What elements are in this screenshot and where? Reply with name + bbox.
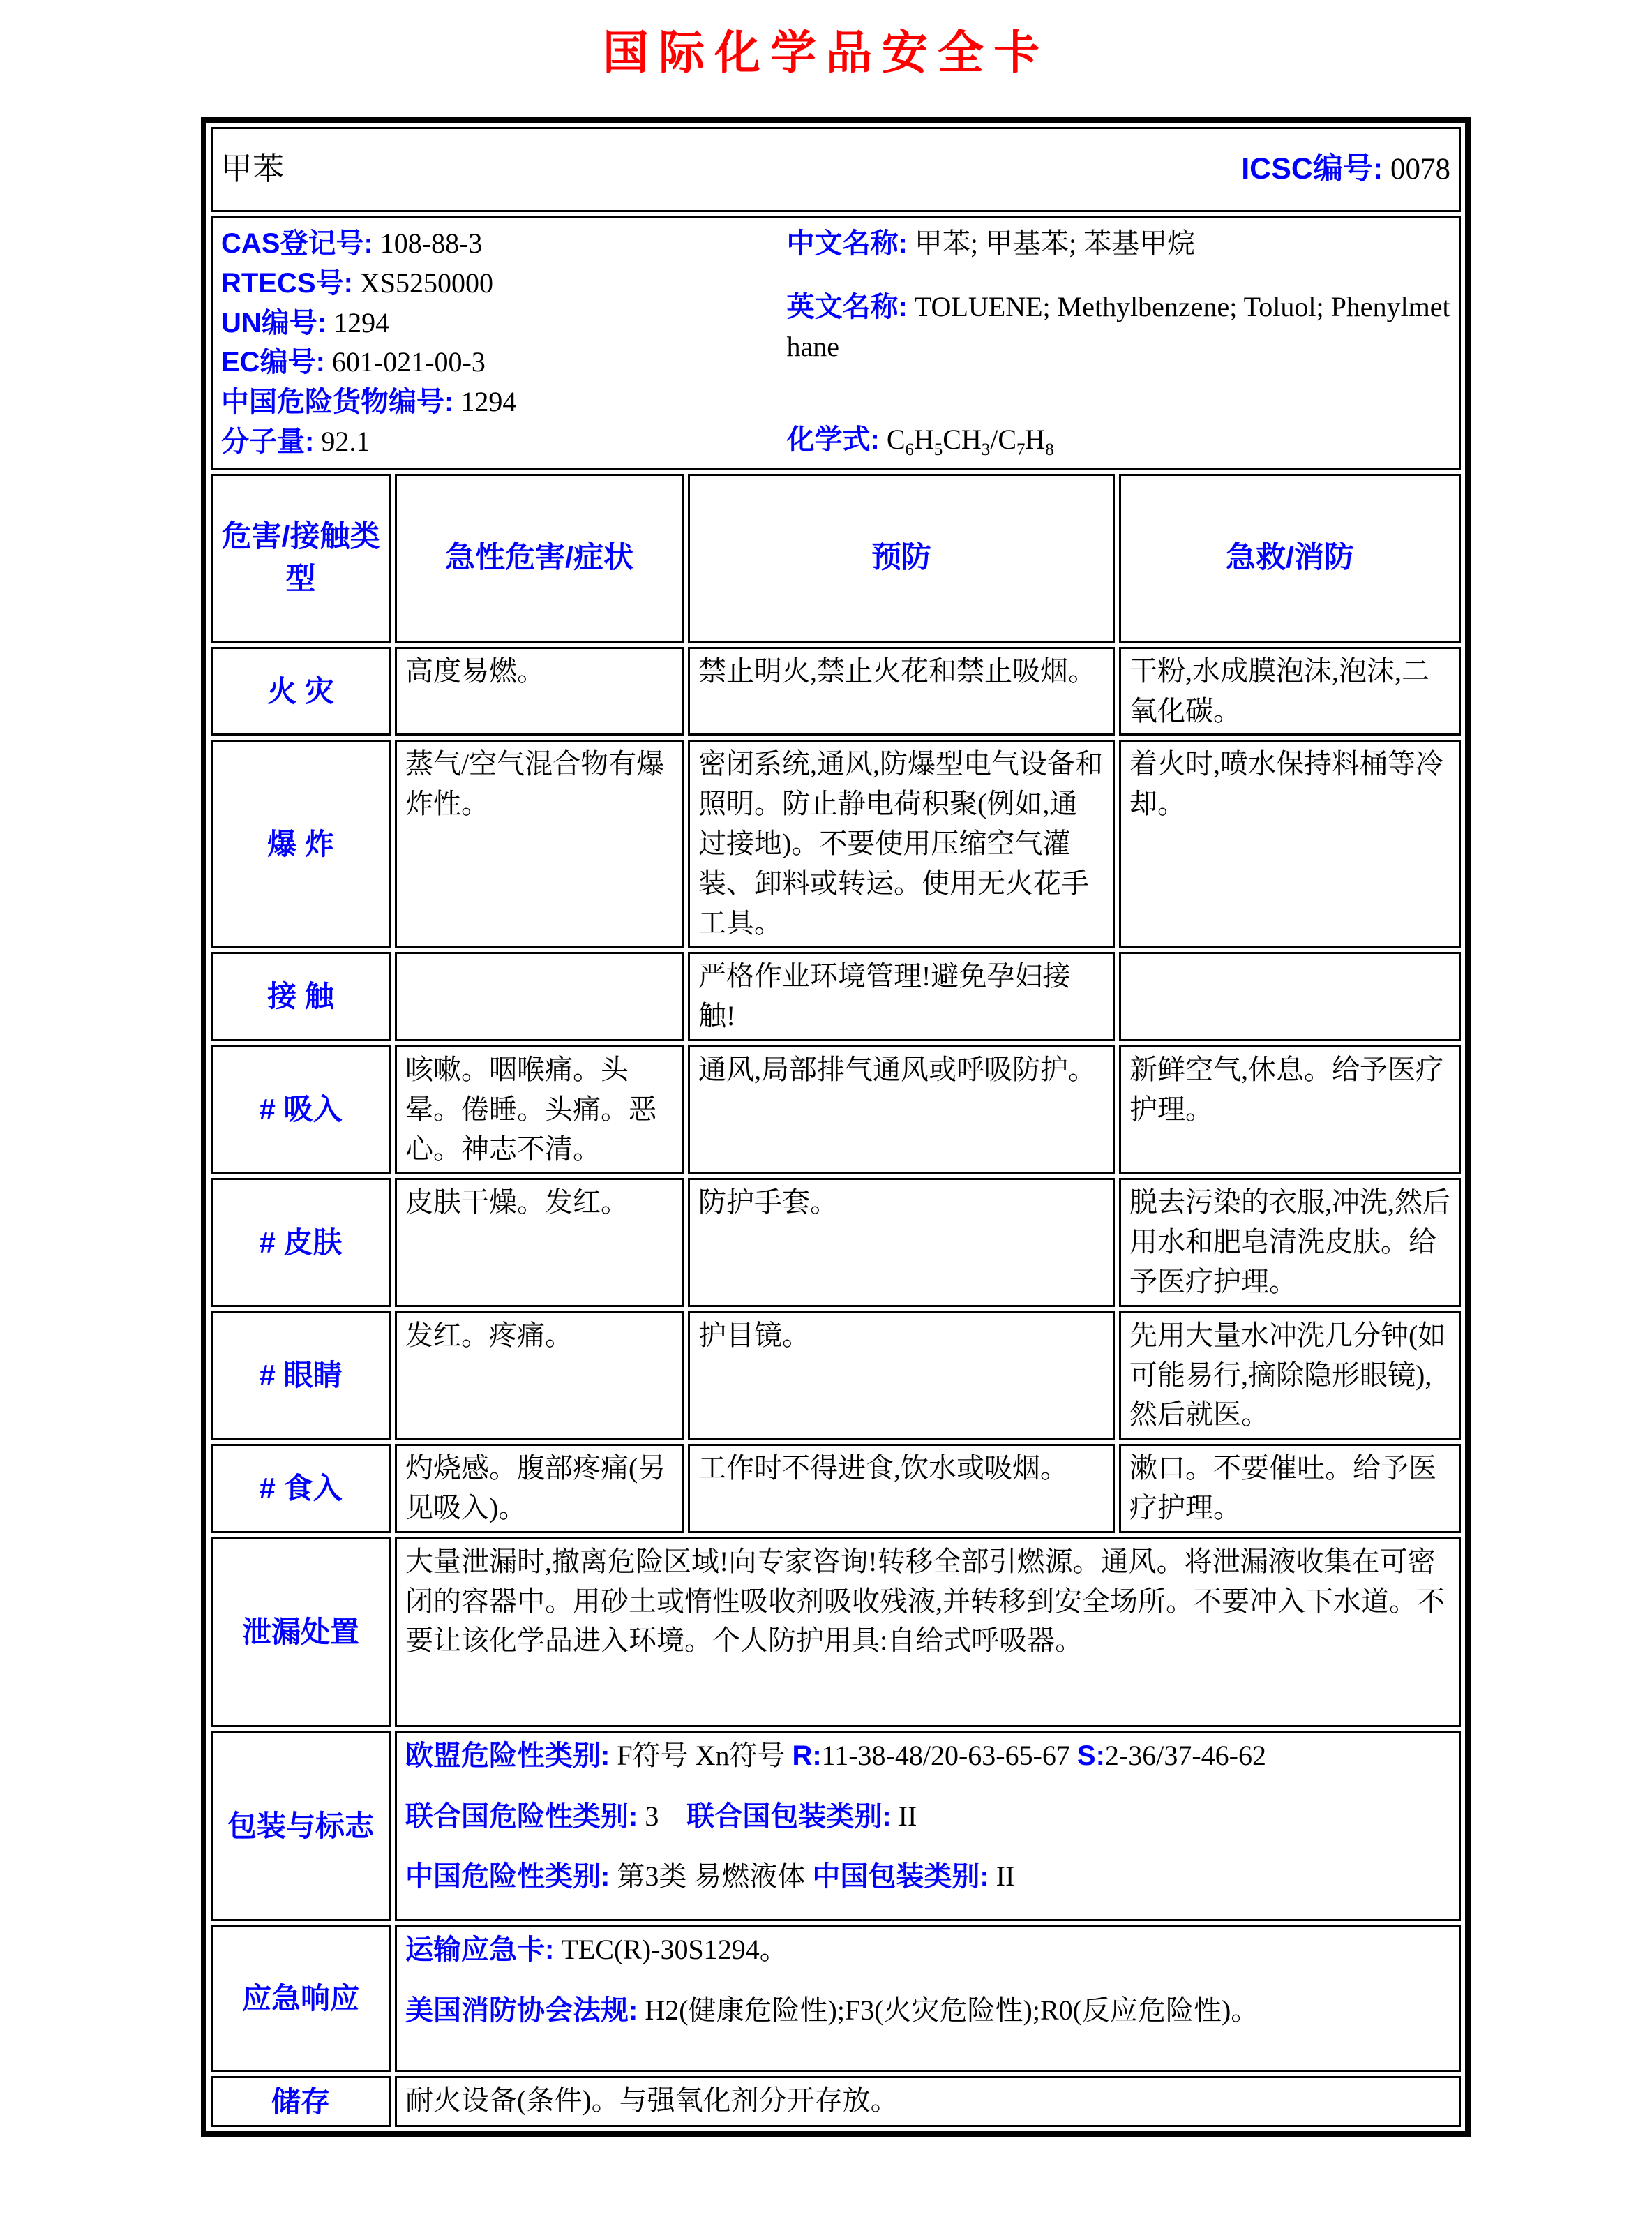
row-label-ingestion: # 食入 xyxy=(211,1444,391,1533)
storage-text: 耐火设备(条件)。与强氧化剂分开存放。 xyxy=(395,2076,1461,2128)
eyes-firstaid: 先用大量水冲洗几分钟(如可能易行,摘除隐形眼镜),然后就医。 xyxy=(1119,1311,1461,1440)
chinese-name: 中文名称: 甲苯; 甲基苯; 苯基甲烷 xyxy=(786,227,1196,259)
ingestion-symptoms: 灼烧感。腹部疼痛(另见吸入)。 xyxy=(395,1444,684,1533)
contact-symptoms xyxy=(395,952,684,1041)
emergency-cell xyxy=(395,1925,1461,2072)
icsc-value: 0078 xyxy=(1390,153,1451,186)
fire-symptoms: 高度易燃。 xyxy=(395,647,684,736)
skin-prevention: 防护手套。 xyxy=(688,1178,1115,1306)
packaging-cell xyxy=(395,1731,1461,1921)
header-symptoms: 急性危害/症状 xyxy=(395,474,684,643)
contact-firstaid xyxy=(1119,952,1461,1041)
row-label-fire: 火 灾 xyxy=(211,647,391,736)
explosion-prevention: 密闭系统,通风,防爆型电气设备和照明。防止静电荷积聚(例如,通过接地)。不要使用压缩空气灌装、卸料或转运。使用无火花手工具。 xyxy=(688,740,1115,948)
row-label-skin: # 皮肤 xyxy=(211,1178,391,1306)
molecular-weight: 分子量: 92.1 xyxy=(221,425,370,457)
eyes-symptoms: 发红。疼痛。 xyxy=(395,1311,684,1440)
header-prevention: 预防 xyxy=(688,474,1115,643)
transport-emergency-card-line: 运输应急卡: TEC(R)-30S1294。 xyxy=(405,1933,788,1965)
un-hazard-class-line: 联合国危险性类别: 3 联合国包装类别: II xyxy=(405,1800,917,1832)
row-label-storage: 储存 xyxy=(211,2076,391,2128)
inhalation-symptoms: 咳嗽。咽喉痛。头晕。倦睡。头痛。恶心。神志不清。 xyxy=(395,1045,684,1174)
section-row-storage xyxy=(211,2076,1461,2128)
cas-number: CAS登记号: 108-88-3 xyxy=(221,227,483,259)
hazard-row-ingestion xyxy=(211,1444,1461,1533)
row-label-packaging: 包装与标志 xyxy=(211,1731,391,1921)
header-hazard-type: 危害/接触类型 xyxy=(211,474,391,643)
row-label-explosion: 爆 炸 xyxy=(211,740,391,948)
row-label-contact: 接 触 xyxy=(211,952,391,1041)
identity-cell xyxy=(211,216,1461,470)
icsc-label: ICSC编号: xyxy=(1241,152,1383,186)
eu-hazard-class-line: 欧盟危险性类别: F符号 Xn符号 R:11-38-48/20-63-65-67 S:2-36/37-46-62 xyxy=(405,1739,1266,1771)
leak-text: 大量泄漏时,撤离危险区域!向专家咨询!转移全部引燃源。通风。将泄漏液收集在可密闭的容器中。用砂土或惰性吸收剂吸收残液,并转移到安全场所。不要冲入下水道。不要让该化学品进入环境。个人防护用具:自给式呼吸器。 xyxy=(395,1537,1461,1727)
inhalation-prevention: 通风,局部排气通风或呼吸防护。 xyxy=(688,1045,1115,1174)
section-row-emergency xyxy=(211,1925,1461,2072)
row-label-emergency: 应急响应 xyxy=(211,1925,391,2072)
chemical-names xyxy=(787,221,1451,465)
hazard-header-row xyxy=(211,474,1461,643)
row-label-eyes: # 眼睛 xyxy=(211,1311,391,1440)
formula-value: $C_6H_5CH_3/C_7H_8$ xyxy=(886,423,1054,459)
card-header-cell xyxy=(211,127,1461,212)
hazard-row-eyes xyxy=(211,1311,1461,1440)
card-header-row xyxy=(211,127,1461,212)
row-label-leak: 泄漏处置 xyxy=(211,1537,391,1727)
hazard-row-inhalation xyxy=(211,1045,1461,1174)
chemical-formula: 化学式: $C_6H_5CH_3/C_7H_8$ xyxy=(786,423,1054,459)
hazard-row-contact xyxy=(211,952,1461,1041)
english-name: 英文名称: TOLUENE; Methylbenzene; Toluol; Phenylmethane xyxy=(786,290,1450,362)
explosion-symptoms: 蒸气/空气混合物有爆炸性。 xyxy=(395,740,684,948)
fire-prevention: 禁止明火,禁止火花和禁止吸烟。 xyxy=(688,647,1115,736)
explosion-firstaid: 着火时,喷水保持料桶等冷却。 xyxy=(1119,740,1461,948)
identity-row xyxy=(211,216,1461,470)
rtecs-number: RTECS号: XS5250000 xyxy=(221,267,494,299)
section-row-packaging xyxy=(211,1731,1461,1921)
eyes-prevention: 护目镜。 xyxy=(688,1311,1115,1440)
un-number: UN编号: 1294 xyxy=(221,306,390,338)
contact-prevention: 严格作业环境管理!避免孕妇接触! xyxy=(688,952,1115,1041)
hazard-row-explosion xyxy=(211,740,1461,948)
ec-number: EC编号: 601-021-00-3 xyxy=(221,346,486,378)
row-label-inhalation: # 吸入 xyxy=(211,1045,391,1174)
hazard-row-fire xyxy=(211,647,1461,736)
icsc-number xyxy=(1241,148,1450,191)
skin-firstaid: 脱去污染的衣服,冲洗,然后用水和肥皂清洗皮肤。给予医疗护理。 xyxy=(1119,1178,1461,1306)
safety-card-table xyxy=(201,117,1471,2137)
hazard-row-skin xyxy=(211,1178,1461,1306)
ingestion-firstaid: 漱口。不要催吐。给予医疗护理。 xyxy=(1119,1444,1461,1533)
inhalation-firstaid: 新鲜空气,休息。给予医疗护理。 xyxy=(1119,1045,1461,1174)
chemical-name: 甲苯 xyxy=(221,151,285,187)
skin-symptoms: 皮肤干燥。发红。 xyxy=(395,1178,684,1306)
section-row-leak xyxy=(211,1537,1461,1727)
header-firstaid: 急救/消防 xyxy=(1119,474,1461,643)
fire-firstaid: 干粉,水成膜泡沫,泡沫,二氧化碳。 xyxy=(1119,647,1461,736)
page-title: 国际化学品安全卡 xyxy=(603,27,1049,78)
nfpa-code-line: 美国消防协会法规: H2(健康危险性);F3(火灾危险性);R0(反应危险性)。 xyxy=(405,1994,1259,2026)
registry-numbers xyxy=(221,221,787,465)
china-hazard-class-line: 中国危险性类别: 第3类 易燃液体 中国包装类别: II xyxy=(405,1860,1015,1893)
china-dangerous-goods-number: 中国危险货物编号: 1294 xyxy=(221,386,517,418)
ingestion-prevention: 工作时不得进食,饮水或吸烟。 xyxy=(688,1444,1115,1533)
